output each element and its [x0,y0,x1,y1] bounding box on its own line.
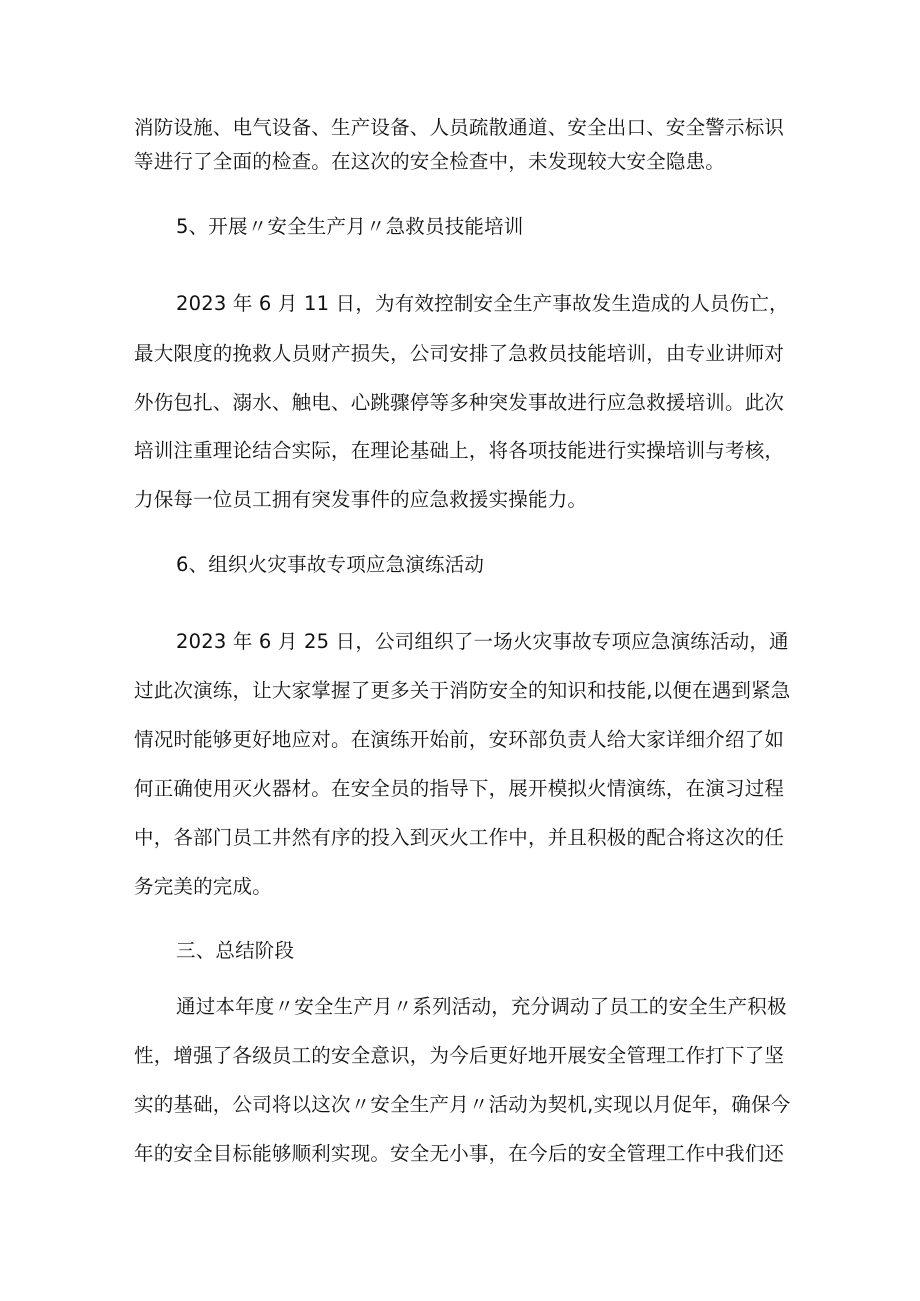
paragraph-line: 最大限度的挽救人员财产损失，公司安排了急救员技能培训，由专业讲师对 [134,342,785,365]
section-heading-summary: 三、总结阶段 [176,939,295,962]
paragraph-line: 实的基础，公司将以这次〃安全生产月〃活动为契机,实现以月促年，确保今 [134,1093,791,1116]
paragraph-line: 消防设施、电气设备、生产设备、人员疏散通道、安全出口、安全警示标识 [134,116,785,139]
paragraph-line: 务完美的完成。 [134,875,272,898]
paragraph-line: 中，各部门员工井然有序的投入到灭火工作中，并且积极的配合将这次的任 [134,826,785,849]
paragraph-line: 情况时能够更好地应对。在演练开始前，安环部负责人给大家详细介绍了如 [134,728,785,751]
paragraph-line: 外伤包扎、溺水、触电、心跳骤停等多种突发事故进行应急救援培训。此次 [134,391,785,414]
paragraph-line: 性，增强了各级员工的安全意识，为今后更好地开展安全管理工作打下了坚 [134,1044,785,1067]
paragraph-line: 力保每一位员工拥有突发事件的应急救援实操能力。 [134,488,588,511]
section-heading-6: 6、组织火灾事故专项应急演练活动 [176,553,485,576]
section-heading-5: 5、开展〃安全生产月〃急救员技能培训 [176,215,524,238]
paragraph-line: 何正确使用灭火器材。在安全员的指导下，展开模拟火情演练，在演习过程 [134,777,785,800]
paragraph-line: 2023 年 6 月 25 日，公司组织了一场火灾事故专项应急演练活动，通 [176,630,789,653]
paragraph-line: 过此次演练，让大家掌握了更多关于消防安全的知识和技能,以便在遇到紧急 [134,679,791,702]
paragraph-line: 年的安全目标能够顺利实现。安全无小事，在今后的安全管理工作中我们还 [134,1142,785,1165]
paragraph-line: 通过本年度〃安全生产月〃系列活动，充分调动了员工的安全生产积极 [176,995,787,1018]
paragraph-line: 培训注重理论结合实际，在理论基础上，将各项技能进行实操培训与考核， [134,439,785,462]
paragraph-line: 等进行了全面的检查。在这次的安全检查中，未发现较大安全隐患。 [134,150,726,173]
paragraph-line: 2023 年 6 月 11 日，为有效控制安全生产事故发生造成的人员伤亡， [176,292,789,315]
